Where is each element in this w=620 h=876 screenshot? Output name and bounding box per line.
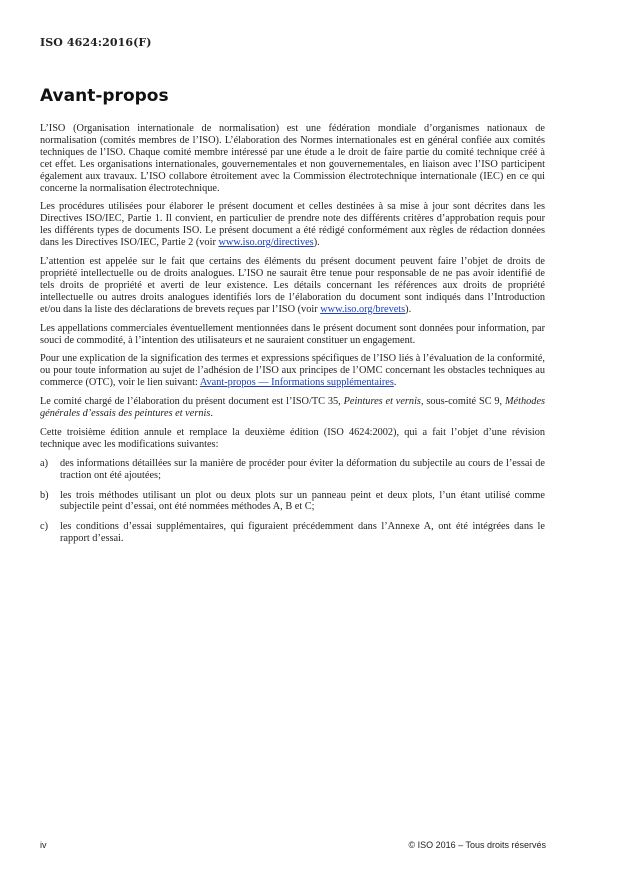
list-marker: a) — [40, 457, 48, 469]
paragraph-procedures-end: ). — [313, 237, 320, 249]
list-item-text: les trois méthodes utilisant un plot ou deux plots sur un panneau peint et deux plots, l’un étant utilisé comme subjectile peint d’essai, ont été nommées méthodes A, B et C; — [60, 489, 545, 513]
paragraph-patents-text: L’attention est appelée sur le fait que certains des éléments du présent document peuvent faire l’objet de droits de propriété intellectuelle ou de droits analogues. L’ISO ne saurait être tenue pour responsable de ne pas avoir identifié de tels droits de propriété et averti de leur existence. Les détails concernant les références aux droits de propriété intellectuelle ou autres droits analogues identifiés lors de l’élaboration du document sont indiqués dans l’Introduction et/ou dans la liste des déclarations de brevets reçues par l’ISO (voir — [40, 256, 545, 315]
paragraph-procedures — [40, 201, 545, 249]
list-item — [40, 521, 545, 545]
body-text — [40, 123, 545, 553]
document-id: ISO 4624:2016(F) — [40, 36, 152, 49]
paragraph-patents-end: ). — [405, 303, 412, 315]
copyright-notice: © ISO 2016 – Tous droits réservés — [408, 840, 546, 850]
committee-tc-title: Peintures et vernis — [343, 396, 421, 408]
paragraph-committee — [40, 396, 545, 420]
list-item — [40, 458, 545, 482]
page-title: Avant-propos — [40, 86, 169, 106]
list-item — [40, 490, 545, 514]
paragraph-conformity-end: . — [393, 377, 397, 389]
committee-sc-title: Méthodes générales d’essais des peintures et vernis — [40, 396, 546, 420]
list-item-text: des informations détaillées sur la manière de procéder pour éviter la déformation du subjectile au cours de l’essai de traction ont été ajoutées; — [60, 457, 545, 481]
paragraph-procedures-text: Les procédures utilisées pour élaborer le présent document et celles destinées à sa mise à jour sont décrites dans les Directives ISO/IEC, Partie 1. Il convient, en particulier de prendre note des différents critères d’approbation requis pour les différents types de documents ISO. Le présent document a été rédigé conformément aux règles de rédaction données dans les Directives ISO/IEC, Partie 2 (voir — [40, 201, 545, 249]
paragraph-edition: Cette troisième édition annule et remplace la deuxième édition (ISO 4624:2002), qui a fait l’objet d’une révision technique avec les modifications suivantes: — [40, 426, 545, 450]
paragraph-conformity-text: Pour une explication de la signification des termes et expressions spécifiques de l’ISO liés à l’évaluation de la conformité, ou pour toute information au sujet de l’adhésion de l’ISO aux principes de l’OMC concernant les obstacles techniques au commerce (OTC), voir le lien suivant: — [40, 353, 545, 389]
link-patents[interactable]: www.iso.org/brevets — [320, 303, 406, 315]
list-item-text: les conditions d’essai supplémentaires, qui figuraient précédemment dans l’Annexe A, ont été intégrées dans le rapport d’essai. — [60, 521, 545, 545]
list-marker: c) — [40, 521, 48, 533]
committee-text-e: . — [210, 408, 213, 420]
paragraph-trade-names: Les appellations commerciales éventuellement mentionnées dans le présent document sont données pour information, par souci de commodité, à l’intention des utilisateurs et ne sauraient constituer un engagement. — [40, 322, 545, 346]
committee-text-c: , sous-comité SC 9, — [420, 396, 505, 408]
paragraph-intro: L’ISO (Organisation internationale de normalisation) est une fédération mondiale d’organismes nationaux de normalisation (comités membres de l’ISO). L’élaboration des Normes internationales est en général confiée aux comités techniques de l’ISO. Chaque comité membre intéressé par une étude a le droit de faire partie du comité technique créé à cet effet. Les organisations internationales, gouvernementales et non gouvernementales, en liaison avec l’ISO participent également aux travaux. L’ISO collabore étroitement avec la Commission électrotechnique internationale (IEC) en ce qui concerne la normalisation électrotechnique. — [40, 123, 545, 194]
paragraph-conformity — [40, 353, 545, 389]
paragraph-patents — [40, 256, 545, 316]
link-directives[interactable]: www.iso.org/directives — [218, 237, 314, 249]
page-number: iv — [40, 840, 47, 850]
list-marker: b) — [40, 489, 49, 501]
changes-list — [40, 458, 545, 545]
committee-text-a: Le comité chargé de l’élaboration du présent document est l’ISO/TC 35, — [40, 396, 344, 408]
link-supplementary-info[interactable]: Avant-propos — Informations supplémentaires — [199, 377, 394, 389]
